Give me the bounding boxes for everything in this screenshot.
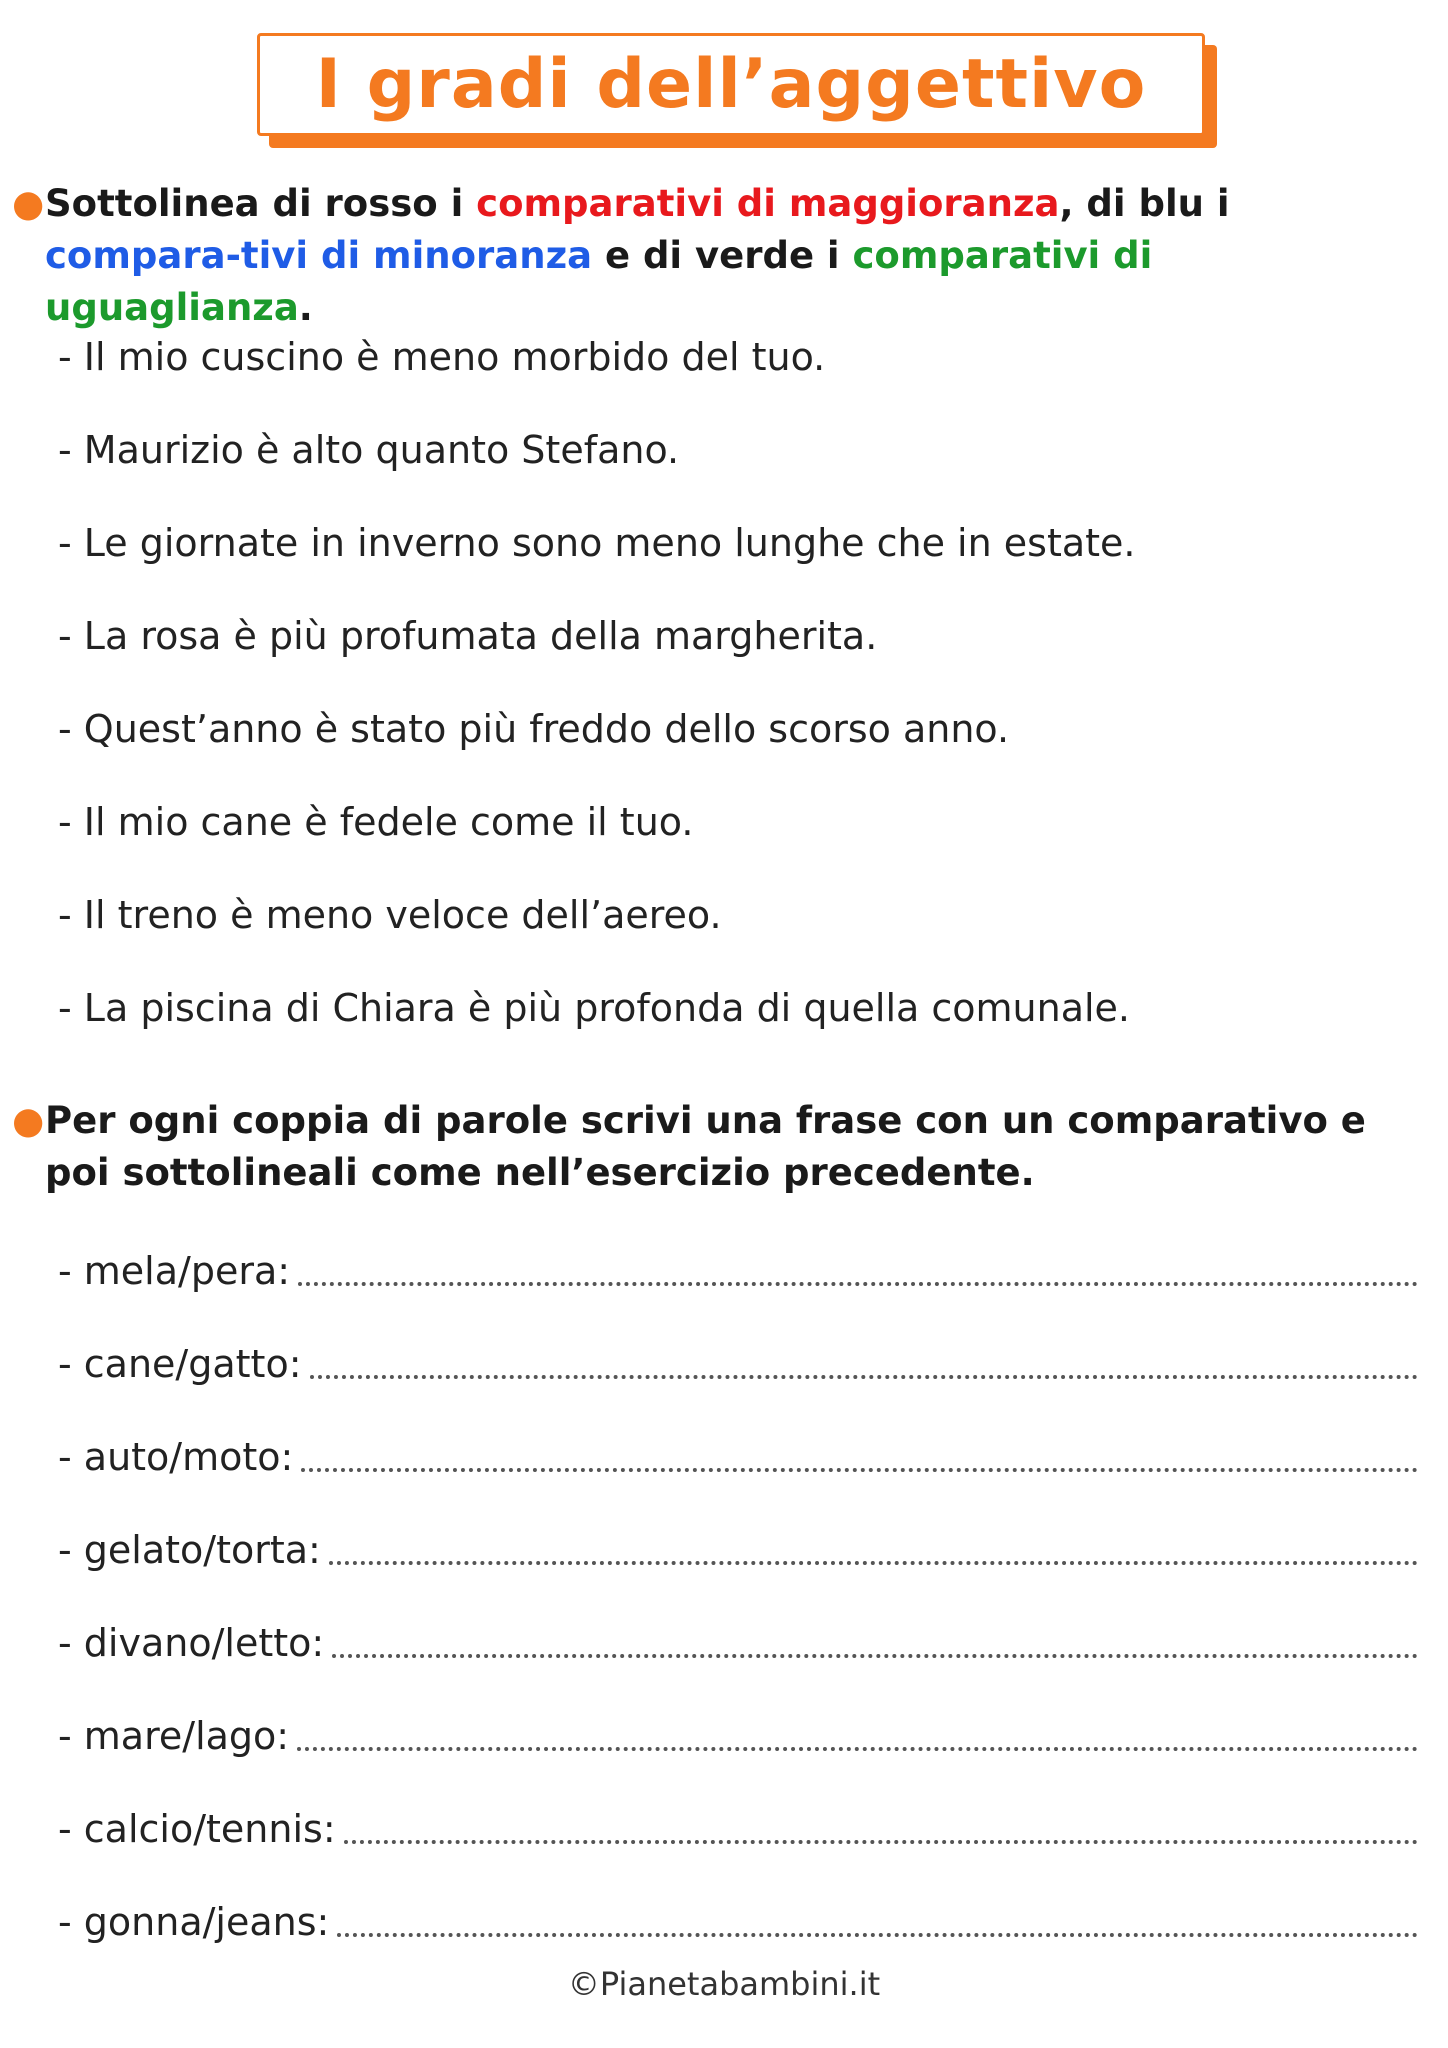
word-pair-label: - mare/lago: bbox=[58, 1714, 290, 1758]
sentence-item: - Il mio cuscino è meno morbido del tuo. bbox=[58, 335, 826, 379]
fill-in-row[interactable] bbox=[58, 1525, 1418, 1575]
fill-in-row[interactable] bbox=[58, 1711, 1418, 1761]
sentence-item: - Quest’anno è stato più freddo dello scorso anno. bbox=[58, 707, 1010, 751]
dotted-answer-line[interactable] bbox=[297, 1719, 1418, 1751]
page-title: I gradi dell’aggettivo bbox=[315, 45, 1147, 124]
sentence-item: - La piscina di Chiara è più profonda di quella comunale. bbox=[58, 986, 1131, 1030]
blue-term: compara-tivi di minoranza bbox=[45, 234, 593, 277]
bullet-icon: ● bbox=[12, 182, 45, 225]
dotted-answer-line[interactable] bbox=[337, 1905, 1418, 1937]
word-pair-label: - calcio/tennis: bbox=[58, 1807, 336, 1851]
word-pair-label: - mela/pera: bbox=[58, 1249, 291, 1293]
exercise2-instruction bbox=[12, 1095, 1420, 1199]
green-term: comparativi di uguaglianza bbox=[45, 234, 1153, 329]
fill-in-row[interactable] bbox=[58, 1618, 1418, 1668]
footer-copyright: ©Pianetabambini.it bbox=[567, 1965, 881, 2003]
fill-in-row[interactable] bbox=[58, 1432, 1418, 1482]
dotted-answer-line[interactable] bbox=[329, 1533, 1418, 1565]
sentence-item: - Maurizio è alto quanto Stefano. bbox=[58, 428, 680, 472]
fill-in-row[interactable] bbox=[58, 1246, 1418, 1296]
word-pair-label: - gonna/jeans: bbox=[58, 1900, 330, 1944]
instruction-text: , di blu i bbox=[1059, 182, 1230, 225]
word-pair-label: - cane/gatto: bbox=[58, 1342, 302, 1386]
word-pair-label: - gelato/torta: bbox=[58, 1528, 321, 1572]
instruction-text: . bbox=[298, 286, 313, 329]
word-pair-label: - divano/letto: bbox=[58, 1621, 325, 1665]
title-banner bbox=[257, 33, 1205, 136]
dotted-answer-line[interactable] bbox=[301, 1440, 1418, 1472]
bullet-icon: ● bbox=[12, 1099, 45, 1142]
instruction-text: Per ogni coppia di parole scrivi una frase con un comparativo e poi sottolineali come nell’esercizio precedente. bbox=[45, 1099, 1366, 1194]
dotted-answer-line[interactable] bbox=[310, 1347, 1419, 1379]
dotted-answer-line[interactable] bbox=[332, 1626, 1418, 1658]
word-pair-label: - auto/moto: bbox=[58, 1435, 294, 1479]
instruction-text: e di verde i bbox=[592, 234, 853, 277]
sentence-item: - La rosa è più profumata della margherita. bbox=[58, 614, 878, 658]
fill-in-row[interactable] bbox=[58, 1339, 1418, 1389]
sentence-item: - Le giornate in inverno sono meno lunghe che in estate. bbox=[58, 521, 1136, 565]
fill-in-row[interactable] bbox=[58, 1897, 1418, 1947]
fill-in-row[interactable] bbox=[58, 1804, 1418, 1854]
dotted-answer-line[interactable] bbox=[298, 1254, 1418, 1286]
sentence-item: - Il mio cane è fedele come il tuo. bbox=[58, 800, 694, 844]
dotted-answer-line[interactable] bbox=[344, 1812, 1418, 1844]
exercise1-instruction bbox=[12, 178, 1420, 334]
red-term: comparativi di maggioranza bbox=[476, 182, 1060, 225]
title-box bbox=[257, 33, 1205, 136]
instruction-text: Sottolinea di rosso i bbox=[45, 182, 477, 225]
sentence-item: - Il treno è meno veloce dell’aereo. bbox=[58, 893, 722, 937]
